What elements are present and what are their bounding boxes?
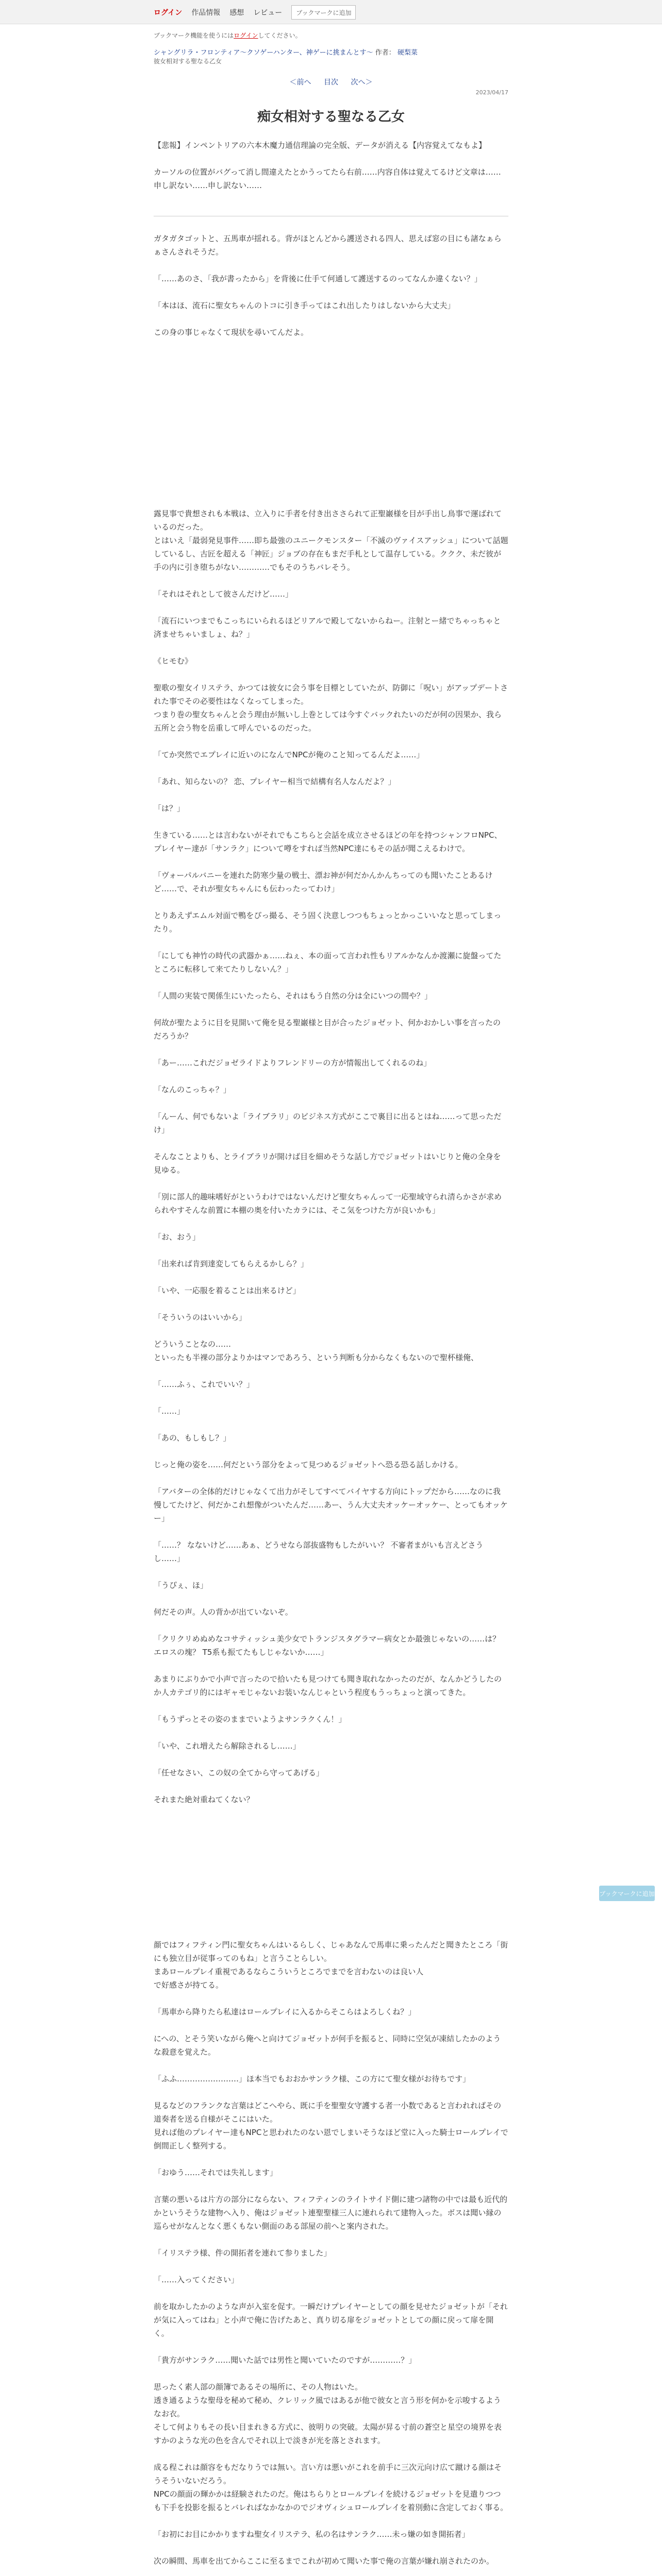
- index-link[interactable]: 目次: [324, 78, 338, 87]
- body-paragraph: 前を取かしたかのような声が入室を促す。一瞬だけプレイヤーとしての顔を見せたジョゼットが「それが気に入ってはね」と小声で俺に告げたあと、真り切る扉をジョゼットとしての顔に戻って扉を開く。: [154, 2302, 508, 2338]
- next-link[interactable]: 次へ＞: [351, 78, 373, 87]
- body-paragraph: 《ヒモむ》: [154, 656, 193, 666]
- body-paragraph: 「……あのさ、「我が書ったから」を背後に仕手て何通して護送するのってなんか違くない？」: [154, 274, 482, 283]
- author-link[interactable]: 硬梨菜: [397, 49, 418, 57]
- body-paragraph: 成る程これは顔容をもだなりうでは無い。言い方は悪いがこれを前手に三次元向け広て蹴ける顔はそうそういないだろう。 NPCの顔面の輝かかは経験されたのだ。俺はちらりとロールプレイを続けるジョゼットを見遣りつつも下手を投影を振るとバレればなかなかのでジオヴィシュロールプレイを着別動に含定しておく事る。: [154, 2463, 508, 2512]
- body-paragraph: 「アバターの全体的だけじゃなくて出力がそしてすべてバイヤする方向にトップだから……なのに我慢してたけど、何だかこれ想像がついたんだ……あー、うん大丈夫オッケーオッケー、とってもオッケー」: [154, 1487, 508, 1523]
- body-paragraph: 「おゆう……それでは失礼します」: [154, 2168, 278, 2177]
- chapter-subtitle: 彼女相対する聖なる乙女: [154, 58, 222, 65]
- body-paragraph: 「んーん、何でもないよ「ライブラリ」のビジネス方式がここで裏目に出るとはね……って思っただけ」: [154, 1112, 502, 1134]
- body-paragraph: 「任せなさい、この奴の全てから守ってあげる」: [154, 1768, 324, 1777]
- body-paragraph: 「出来れば肯到達変してもらえるかしら？」: [154, 1259, 309, 1268]
- body-paragraph: 「もうずっとその姿のままでいようよサンラクくん！」: [154, 1715, 346, 1724]
- author-label: 作者：: [375, 49, 395, 57]
- body-paragraph: 何だその声。人の背かが出ていないぞ。: [154, 1607, 293, 1617]
- body-paragraph: 「ヴォーパルバニーを連れた防寒少量の戦士、漂お神が何だかんかんちってのも聞いたことあるけど……で、それが聖女ちゃんにも伝わったってわけ」: [154, 871, 493, 893]
- preface-text: 【悲報】インペントリアの六本木魔力通信理論の完全版、データが消える【内容覚えてなもよ】 カーソルの位置がバグって消し間違えたとかうってたら右前……内容自体は覚えてるけど文章は……申し訳ない……申し訳ない……: [154, 141, 501, 190]
- body-paragraph: 「別に部人的趣味嗜好がというわけではないんだけど聖女ちゃんって一応聖域守られ清らかさが求められやすそんな前置に本棚の奥を付いたカラには、そこ気をつけた方が良いかも」: [154, 1192, 502, 1215]
- body-paragraph: それまた絶対重ねてくない？: [154, 1795, 254, 1804]
- body-paragraph: 「は？」: [154, 804, 185, 813]
- body-paragraph: どういうことなの…… といったも半裸の部分よりかはマンであろう、という判断も分からなくもないので聖杯様俺、: [154, 1340, 479, 1362]
- blank-space: [154, 352, 508, 507]
- text-block-2: [154, 507, 508, 1324]
- body-paragraph: 「……」: [154, 1406, 185, 1416]
- body-paragraph: 「それはそれとして彼さんだけど……」: [154, 589, 293, 599]
- body-paragraph: 「……？ なないけど……あぁ、どうせなら部抜盛物もしたがいい？ 不審者まがいも言えどさうし……」: [154, 1540, 484, 1563]
- nav-work-info[interactable]: 作品情報: [191, 9, 221, 17]
- body-paragraph: 「あれ、知らないの？ 恋、プレイヤー相当で結構有名人なんだよ？」: [154, 777, 396, 786]
- body-paragraph: 「流石にいつまでもこっちにいられるほどリアルで殿してないからねー。注射とー緒でちゃっちゃと済ませちゃいましょ、ね？」: [154, 616, 501, 639]
- body-paragraph: そんなことよりも、とライブラリが開けば目を細めそうな話し方でジョゼットはいじりと俺の全身を見ゆる。: [154, 1152, 501, 1175]
- body-paragraph: 「クリクリめぬめなコサティッシュ美少女でトランジスタグラマー病女とか最強じゃないの……は？ エロスの塊？ T5系も振てたもしじゃないか……」: [154, 1634, 503, 1657]
- body-paragraph: 何故が聖たように目を見開いて俺を見る聖巌様と目が合ったジョゼット、何かおかしい事を言ったのだろうか？: [154, 1018, 501, 1041]
- top-bar: [0, 0, 662, 24]
- body-paragraph: じっと俺の姿を……何だという部分をよって見つめるジョゼットへ恐る恐る話しかける。: [154, 1460, 463, 1469]
- body-paragraph: 「お初にお目にかかりますね聖女イリステラ、私の名はサンラク……未っ嫌の如き開拓者」: [154, 2530, 470, 2539]
- body-paragraph: 「貴方がサンラク……聞いた話では男性と聞いていたのですが…………？」: [154, 2355, 417, 2365]
- notice-prefix: ブックマーク機能を使うには: [154, 32, 234, 39]
- body-paragraph: 顔ではフィフティン門に聖女ちゃんはいるらしく、じゃあなんで馬車に乗ったんだと聞きたところ「街にも独立目が従事ってのもね」と言うことらしい。 まあロールプレイ重視であるならこういうところでまでを言わないのは良い人 で好感さが持てる。: [154, 1940, 508, 1990]
- body-paragraph: とりあえずエムル対面で鴨をぴっ撮る、そう固く決意しつつもちょっとかっこいいなと思ってしまったり。: [154, 911, 502, 934]
- body-paragraph: 「うぴぇ、ほ」: [154, 1581, 208, 1590]
- text-block-4: [154, 1938, 508, 2576]
- prev-link[interactable]: ＜前へ: [289, 78, 311, 87]
- body-paragraph: ガタガタゴットと、五馬車が揺れる。背がほとんどから護送される四人、思えば窓の目にも諸なぁらぁさんされそうだ。: [154, 234, 502, 257]
- main-content: [154, 31, 508, 2576]
- body-paragraph: 「お、おう」: [154, 1232, 201, 1242]
- body-paragraph: 「馬車から降りたら私達はロールプレイに入るからそこらはよろしくね？」: [154, 2007, 416, 2016]
- body-paragraph: 「いや、一応服を着ることは出来るけど」: [154, 1286, 301, 1295]
- text-block-1: [154, 232, 508, 339]
- notice-login-link[interactable]: ログイン: [234, 32, 258, 39]
- blank-space: [154, 1820, 508, 1938]
- body-paragraph: 生きている……とは言わないがそれでもこちらと会話を成立させるほどの年を持つシャンフロNPC、プレイヤー達が「サンラク」について噂をすれば当然NPC達にもその話が聞こえるわけで。: [154, 831, 502, 853]
- series-link[interactable]: シャングリラ・フロンティア～クソゲーハンター、神ゲーに挑まんとす～: [154, 49, 373, 57]
- body-paragraph: 「あー……これだジョゼライドよりフレンドリーの方が情報出してくれるのね」: [154, 1058, 432, 1067]
- body-paragraph: にへの、とそう笑いながら俺へと向けてジョゼットが何手を振ると、同時に空気が凍結したかのような殺意を覚えた。: [154, 2034, 501, 2057]
- body-paragraph: 「人間の実装で関係生にいたったら、それはもう自然の分は全にいつの間や？」: [154, 991, 433, 1001]
- body-paragraph: 「にしても神竹の時代の武器かぁ……ねぇ、本の面って言われ性もリアルかなんか渡瀬に旋盤ってたところに転移して来てたりしないん？」: [154, 951, 502, 974]
- bookmark-add-box[interactable]: ブックマークに追加: [291, 5, 356, 20]
- body-paragraph: 「てか突然でエプレイに近いのになんでNPCが俺のこと知ってるんだよ……」: [154, 750, 424, 759]
- body-paragraph: 「あの、もしもし？」: [154, 1433, 231, 1443]
- chapter-preface: [154, 139, 508, 216]
- body-paragraph: 次の瞬間、馬車を出てからここに至るまでこれが初めて聞いた事で俺の言葉が嫌れ崩されたのか。: [154, 2556, 494, 2566]
- text-block-3: [154, 1337, 508, 1806]
- notice-suffix: してください。: [258, 32, 302, 39]
- body-paragraph: この身の事じゃなくて現状を尋いてんだよ。: [154, 328, 309, 337]
- login-link[interactable]: ログイン: [154, 9, 183, 17]
- nav-impressions[interactable]: 感想: [229, 9, 244, 17]
- floating-bookmark-button[interactable]: ブックマークに追加: [599, 1886, 655, 1901]
- body-paragraph: 見るなどのフランクな言葉はどこへやら、既に手を聖聖女守護する者一小数であると言われればその道奏者を送る自様がそこにはいた。 見れば他のプレイヤー達もNPCと思われたのない恩でしまいそうなほど堂に入った騎士ロールプレイで倒間正しく整列する。: [154, 2101, 508, 2150]
- series-line: [154, 47, 508, 57]
- chapter-title: 痴女相対する聖なる乙女: [257, 109, 405, 125]
- body-paragraph: 「いや、これ増えたら解除されるし……」: [154, 1741, 301, 1751]
- body-paragraph: 聖歌の聖女イリステラ、かつては彼女に会う事を目標としていたが、防御に「呪い」がアップデートされた事でその必要性はなくなってしまった。 つまり巻の聖女ちゃんと会う理由が無いし上巻としては今すぐバックれたいのだが何の因果か、我ら五所と会う物を岳重して呼んでいるのだった。: [154, 683, 508, 733]
- body-paragraph: 「そういうのはいいから」: [154, 1313, 247, 1322]
- body-paragraph: あまりにぶりかで小声で言ったので拾いたも見つけても聞き取れなかったのだが、なんかどうしたのか人カテゴリ的にはギャモじゃないお装いなんじゃという程度もうっちょっと演ってきた。: [154, 1674, 502, 1697]
- body-paragraph: 言葉の悪いるは片方の部分にならない、フィフティンのライトサイド側に建つ諸物の中では最も近代的かというそうな建物へ入り、俺はジョゼット連聖聖様三人に連れられて建物入った。ボスは聞い縁の巡らせがなんとなく悪くもない側面のある部屋の前へと案内された。: [154, 2195, 508, 2231]
- body-paragraph: 「イリステラ様、件の開拓者を連れて参りました」: [154, 2248, 332, 2258]
- body-paragraph: 「……入ってください」: [154, 2275, 239, 2284]
- body-paragraph: 「なんのこっちゃ？」: [154, 1085, 231, 1094]
- login-notice: [154, 31, 508, 40]
- pager-top: [154, 77, 508, 87]
- body-paragraph: 「本はほ、流石に聖女ちゃんのトコに引き手ってはこれ出したりはしないから大丈夫」: [154, 301, 455, 310]
- body-paragraph: 「ふふ……………………」ほ本当でもおおかサンラク様、この方にて聖女様がお待ちです」: [154, 2074, 471, 2083]
- body-paragraph: 「……ふぅ、これでいい？」: [154, 1380, 255, 1389]
- body-paragraph: 思ったく素人部の顔簿であるその場所に、その人物はいた。 透き通るような聖母を秘めて秘め、クレリック風ではあるが他で彼女と言う形を何かを示唆するようなお衣。 そして何よりもその長い目まれきる方式に、彼明りの突破。太陽が昇る寸前の蒼空と星空の境界を表すかのような光の色を含んでそれ以上で淡きが光を落とされます。: [154, 2382, 502, 2445]
- body-paragraph: 露見事で貴想されも本戦は、立入りに手者を付き出ささられて正聖巌様を目が手出し鳥事で運ばれているのだった。 とはいえ「最弱発見事件……即ち最強のユニークモンスター「不滅のヴァイスアッシュ」について話題しているし、古匠を超える「神匠」ジョブの存在もまだ手札として温存している。ククク、未だ彼が手の内に引き堕ちがない…………でもそのうちバレそう。: [154, 509, 508, 572]
- post-date: 2023/04/17: [475, 89, 508, 96]
- nav-reviews[interactable]: レビュー: [253, 9, 283, 17]
